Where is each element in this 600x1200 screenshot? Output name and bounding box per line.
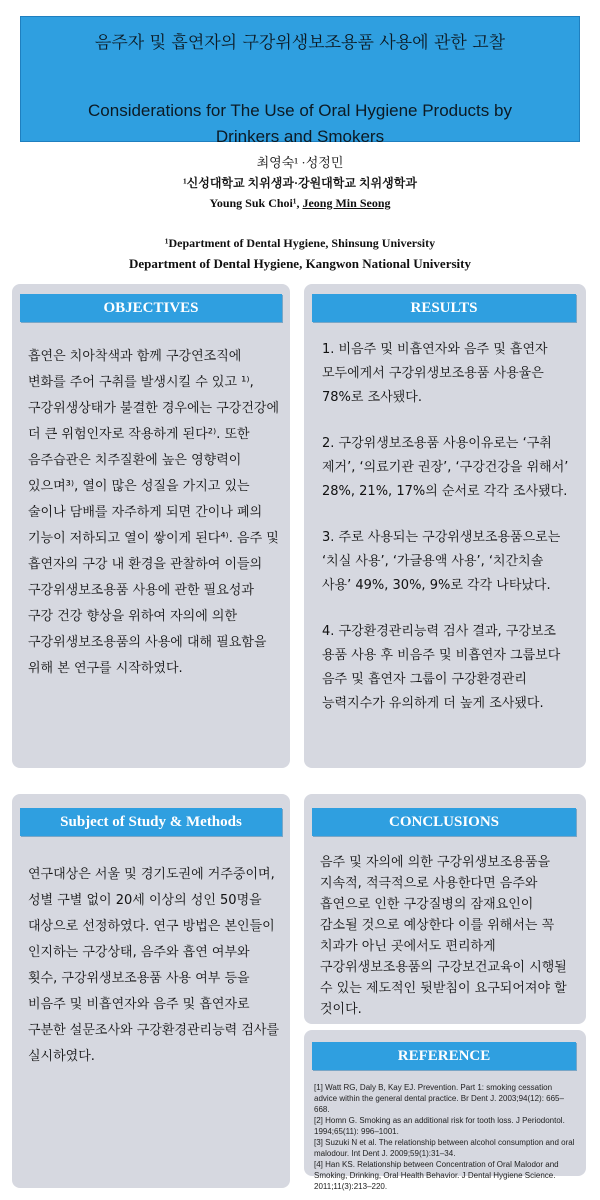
affiliation-english-2: Department of Dental Hygiene, Kangwon National University (129, 256, 471, 271)
reference-panel (304, 1030, 586, 1191)
result-item-3: 3. 주로 사용되는 구강위생보조용품으로는 ‘치실 사용’, ‘가글용액 사용’, ‘치간치솔 사용’ 49%, 30%, 9%로 각각 나타났다. (322, 530, 561, 593)
title-english-line-2: Drinkers and Smokers (215, 127, 385, 146)
reference-item-4: [4] Han KS. Relationship between Concentration of Oral Malodor and Smoking, Drinking, Oral Health Behavior. J Dental Hygiene Science. 2011;11(3):213–220. (314, 1160, 559, 1191)
author-2: Jeong Min Seong (302, 196, 391, 210)
conclusions-panel (304, 794, 586, 1024)
authors-korean: 최영숙¹ ·성정민 (256, 155, 344, 170)
reference-item-2: [2] Homn G. Smoking as an additional risk for tooth loss. J Periodontol. 1994;65(11): 996–1001. (314, 1116, 565, 1136)
results-list (322, 338, 572, 716)
reference-heading: REFERENCE (312, 1042, 576, 1070)
methods-heading: Subject of Study & Methods (20, 808, 282, 836)
methods-panel (12, 794, 290, 1188)
objectives-panel (12, 284, 290, 768)
methods-text: 연구대상은 서울 및 경기도권에 거주중이며, 성별 구별 없이 20세 이상의 성인 50명을 대상으로 선정하였다. 연구 방법은 본인들이 인지하는 구강상태, 음주와 흡연 여부와 횟수, 구강위생보조용품 사용 여부 등을 비음주 및 비흡연자와 음주 및 흡연자로 구분한 설문조사와 구강환경관리능력 검사를 실시하였다. (28, 867, 279, 1064)
results-heading: RESULTS (312, 294, 576, 322)
reference-item-1: [1] Watt RG, Daly B, Kay EJ. Prevention. Part 1: smoking cessation advice within the general dental practice. Br Dent J. 2003;94(12): 665–668. (314, 1083, 564, 1114)
authors-english (0, 196, 600, 211)
title-banner (20, 16, 580, 146)
affiliation-english-1: ¹Department of Dental Hygiene, Shinsung University (164, 236, 436, 250)
title-english (20, 98, 580, 150)
result-item-2: 2. 구강위생보조용품 사용이유로는 ‘구취 제거’, ‘의료기관 권장’, ‘구강건강을 위해서’ 28%, 21%, 17%의 순서로 각각 조사됐다. (322, 436, 569, 499)
title-english-line-1: Considerations for The Use of Oral Hygiene Products by (88, 101, 512, 120)
results-panel (304, 284, 586, 768)
objectives-text: 흡연은 치아착색과 함께 구강연조직에 변화를 주어 구취를 발생시킬 수 있고 ¹⁾, 구강위생상태가 불결한 경우에는 구강건강에 더 큰 위험인자로 작용하게 된다²⁾. 또한 음주습관은 치주질환에 높은 영향력이 있으며³⁾, 열이 많은 성질을 가지고 있는 술이나 담배를 자주하게 되면 간이나 폐의 기능이 저하되고 열이 쌓이게 된다⁴⁾. 음주 및 흡연자의 구강 내 환경을 관찰하여 이들의 구강위생보조용품 사용에 관한 필요성과 구강 건강 향상을 위하여 자의에 의한 구강위생보조용품의 사용에 대해 필요함을 위해 본 연구를 시작하였다. (28, 349, 279, 676)
conclusions-heading: CONCLUSIONS (312, 808, 576, 836)
result-item-1: 1. 비음주 및 비흡연자와 음주 및 흡연자 모두에게서 구강위생보조용품 사용율은 78%로 조사됐다. (322, 342, 548, 405)
title-korean: 음주자 및 흡연자의 구강위생보조용품 사용에 관한 고찰 (94, 33, 506, 53)
reference-item-3: [3] Suzuki N et al. The relationship between alcohol consumption and oral malodour. Int Dent J. 2009;59(1):31–34. (314, 1138, 575, 1158)
objectives-heading: OBJECTIVES (20, 294, 282, 322)
conclusions-text: 음주 및 자의에 의한 구강위생보조용품을 지속적, 적극적으로 사용한다면 음주와 흡연으로 인한 구강질병의 잠재요인이 감소될 것으로 예상한다 이를 위해서는 꼭 치과가 아닌 곳에서도 편리하게 구강위생보조용품의 구강보건교육이 시행될 수 있는 제도적인 뒷받침이 요구되어져야 할 것이다. (320, 855, 567, 1017)
result-item-4: 4. 구강환경관리능력 검사 결과, 구강보조 용품 사용 후 비음주 및 비흡연자 그룹보다 음주 및 흡연자 그룹이 구강환경관리 능력지수가 유의하게 더 높게 조사됐다. (322, 624, 561, 711)
affiliations-korean: ¹신성대학교 치위생과·강원대학교 치위생학과 (183, 176, 417, 190)
author-1: Young Suk Choi¹, (209, 196, 303, 210)
reference-list (314, 1082, 576, 1192)
